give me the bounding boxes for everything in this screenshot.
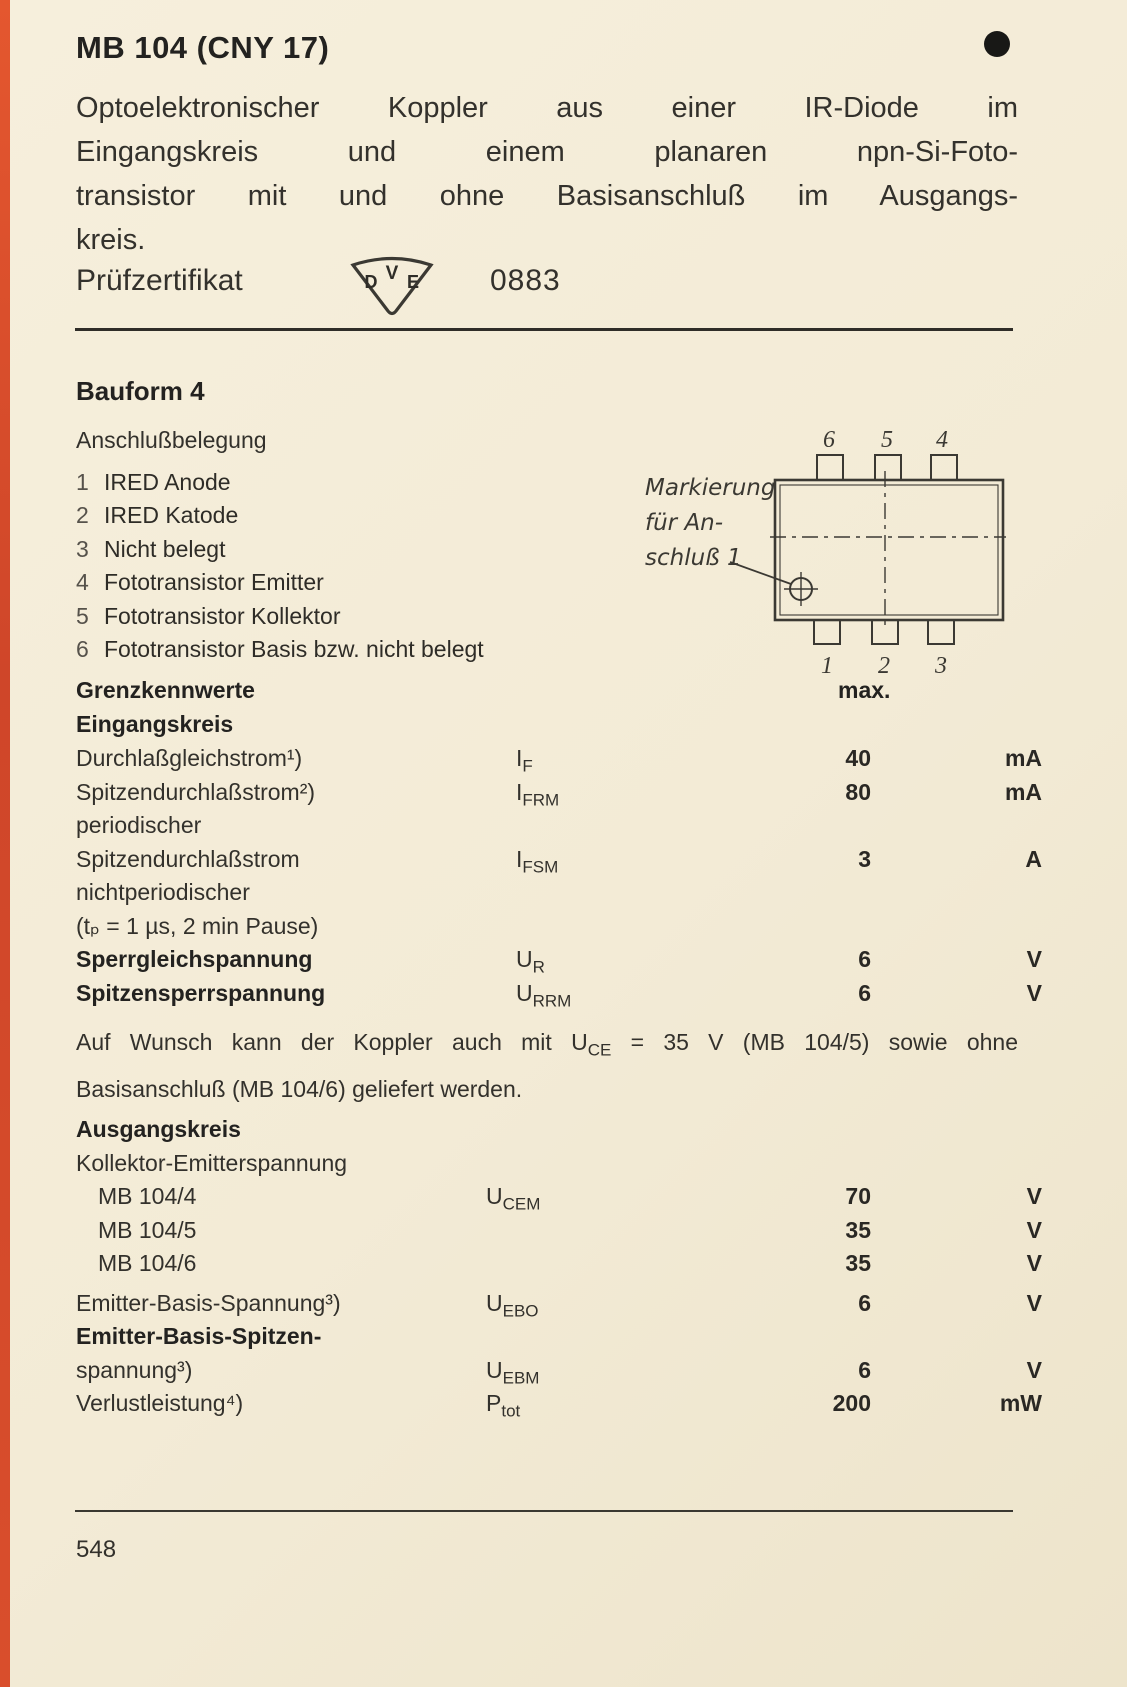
vde-letter-e: E — [406, 272, 420, 292]
row-label: spannung³) — [76, 1356, 193, 1383]
pin-number: 5 — [76, 602, 89, 629]
row-label: Emitter-Basis-Spitzen- — [76, 1323, 322, 1350]
pin-list-item — [76, 600, 484, 633]
limits-heading: Grenzkennwerte — [76, 677, 255, 703]
pin-stub — [931, 455, 957, 480]
pin-label: Nicht belegt — [104, 535, 226, 562]
row-value: 6 — [858, 1289, 871, 1316]
row-symbol — [516, 846, 558, 878]
row-label: Durchlaßgleichstrom¹) — [76, 745, 303, 771]
pin-number: 2 — [76, 502, 89, 529]
pin-list-item — [76, 533, 484, 566]
row-label: Spitzendurchlaßstrom — [76, 845, 300, 872]
table-row — [76, 946, 1044, 980]
symbol-base: I — [516, 745, 523, 771]
row-symbol — [486, 1290, 539, 1322]
symbol-base: U — [516, 946, 533, 972]
pin-number: 5 — [881, 427, 893, 453]
row-value: 200 — [832, 1390, 871, 1417]
row-value: 80 — [845, 778, 871, 805]
row-value: 35 — [845, 1250, 871, 1277]
description-line: Eingangskreis und einem planaren npn-Si-Foto- — [76, 136, 1018, 168]
description-line: Optoelektronischer Koppler aus einer IR-Diode im — [76, 92, 1018, 124]
row-unit: V — [1026, 1216, 1042, 1243]
table-row — [76, 913, 1044, 947]
row-unit: V — [1026, 979, 1042, 1006]
symbol-sub: RRM — [532, 991, 572, 1011]
max-column-header: max. — [838, 677, 891, 703]
marking-label-line: schluß 1 — [645, 545, 742, 571]
row-label: Sperrgleichspannung — [76, 946, 313, 972]
row-unit: mA — [1004, 745, 1042, 771]
row-unit: V — [1026, 1356, 1042, 1383]
table-row — [76, 745, 1044, 779]
pin-number: 1 — [76, 469, 89, 495]
row-symbol — [516, 946, 545, 978]
input-circuit-heading: Eingangskreis — [76, 711, 234, 737]
row-label: MB 104/5 — [98, 1216, 197, 1243]
pin-number: 6 — [76, 636, 89, 663]
row-label: Kollektor-Emitterspannung — [76, 1149, 348, 1176]
symbol-sub: tot — [501, 1401, 521, 1421]
package-body — [775, 480, 1003, 620]
pin-number: 2 — [878, 653, 890, 679]
symbol-base: U — [516, 979, 533, 1006]
table-row — [76, 980, 1044, 1014]
row-value: 35 — [845, 1216, 871, 1243]
vde-letter-v: V — [385, 263, 399, 284]
table-row — [76, 1150, 1044, 1184]
pin-number: 3 — [935, 653, 947, 679]
option-note-line1 — [76, 1023, 1018, 1070]
row-value: 3 — [858, 845, 871, 872]
row-label: nichtperiodischer — [76, 879, 250, 905]
symbol-base: I — [516, 845, 523, 872]
description-line: transistor mit und ohne Basisanschluß im Ausgangs- — [76, 180, 1018, 212]
table-row — [76, 812, 1044, 846]
row-unit: mA — [1004, 778, 1042, 805]
certificate-label: Prüfzertifikat — [76, 264, 243, 297]
row-label: Emitter-Basis-Spannung³) — [76, 1289, 341, 1316]
description-paragraph — [76, 86, 1018, 262]
pin-number: 4 — [76, 569, 89, 596]
row-unit: V — [1026, 1250, 1042, 1277]
row-symbol — [516, 745, 533, 777]
pin-label: Fototransistor Basis bzw. nicht belegt — [104, 636, 484, 663]
pin-stub — [928, 620, 954, 644]
pin-number: 4 — [936, 427, 948, 453]
table-row — [76, 879, 1044, 913]
table-row — [76, 1290, 1044, 1324]
table-row — [76, 846, 1044, 880]
pin-label: IRED Katode — [104, 502, 239, 529]
table-row — [76, 1390, 1044, 1424]
pin-list — [76, 466, 484, 666]
table-row — [76, 1217, 1044, 1251]
symbol-sub: CEM — [502, 1194, 541, 1214]
row-symbol — [516, 980, 571, 1012]
row-unit: V — [1026, 946, 1042, 972]
symbol-base: I — [516, 778, 523, 805]
vde-letter-d: D — [364, 272, 378, 292]
input-heading-row — [76, 711, 1044, 745]
note-text-post: = 35 V (MB 104/5) sowie ohne — [611, 1029, 1018, 1055]
page-number: 548 — [76, 1536, 117, 1563]
symbol-sub: R — [532, 957, 545, 977]
symbol-sub: FRM — [522, 790, 560, 810]
row-unit: mW — [999, 1390, 1042, 1417]
row-unit: V — [1026, 1183, 1042, 1210]
pin-stub — [814, 620, 840, 644]
limits-header-row — [76, 677, 1044, 711]
pin-list-item — [76, 499, 484, 532]
symbol-sub: FSM — [522, 857, 559, 877]
pin-list-item — [76, 566, 484, 599]
section-divider — [75, 328, 1013, 331]
note-text-pre: Auf Wunsch kann der Koppler auch mit U — [76, 1029, 588, 1055]
symbol-base: U — [486, 1289, 503, 1316]
table-row — [76, 1250, 1044, 1284]
package-drawing — [620, 425, 1015, 687]
row-label: periodischer — [76, 812, 202, 838]
output-circuit-heading: Ausgangskreis — [76, 1115, 241, 1142]
pin-number: 1 — [821, 653, 833, 679]
row-label: (tₚ = 1 µs, 2 min Pause) — [76, 912, 319, 939]
marking-label-line: für An- — [645, 510, 724, 536]
pin-list-item — [76, 466, 484, 499]
package-body-inner — [780, 485, 998, 615]
vde-logo — [344, 248, 440, 326]
leader-line — [730, 562, 791, 584]
pin-stub — [875, 455, 901, 480]
limits-table — [76, 677, 1044, 1424]
option-note-line2: Basisanschluß (MB 104/6) geliefert werden. — [76, 1075, 523, 1102]
row-symbol — [486, 1357, 539, 1389]
row-label: Spitzensperrspannung — [76, 979, 326, 1006]
table-row — [76, 1323, 1044, 1357]
row-symbol — [486, 1390, 520, 1422]
pin-number: 3 — [76, 535, 89, 562]
pin-list-item — [76, 633, 484, 666]
note-subscript: CE — [587, 1040, 612, 1060]
symbol-sub: EBM — [502, 1368, 540, 1388]
certificate-number: 0883 — [490, 264, 561, 297]
certificate-row — [76, 248, 1018, 318]
row-symbol — [516, 779, 559, 811]
table-row — [76, 779, 1044, 813]
symbol-base: P — [486, 1390, 502, 1417]
symbol-base: U — [486, 1183, 503, 1210]
vde-triangle-icon — [344, 248, 440, 318]
row-value: 70 — [845, 1183, 871, 1210]
symbol-base: U — [486, 1356, 503, 1383]
bottom-pins — [814, 620, 954, 679]
row-label: Spitzendurchlaßstrom²) — [76, 778, 316, 805]
bauform-heading: Bauform 4 — [76, 376, 205, 406]
scan-edge-strip — [0, 0, 10, 1687]
marking-label-line: Markierung — [645, 475, 776, 501]
page-title: MB 104 (CNY 17) — [76, 30, 330, 65]
pin-number: 6 — [823, 427, 835, 453]
symbol-sub: EBO — [502, 1301, 539, 1321]
symbol-sub: F — [522, 756, 533, 776]
table-row — [76, 1357, 1044, 1391]
row-value: 6 — [858, 1356, 871, 1383]
pin-stub — [817, 455, 843, 480]
footer-divider — [75, 1510, 1013, 1512]
index-dot — [984, 31, 1010, 57]
row-symbol — [486, 1183, 540, 1215]
row-label: Verlustleistung⁴) — [76, 1390, 244, 1417]
description-line: kreis. — [76, 224, 146, 256]
pin-label: Fototransistor Kollektor — [104, 602, 341, 629]
row-unit: V — [1026, 1289, 1042, 1316]
row-unit: A — [1025, 845, 1042, 872]
pin1-marking — [784, 572, 818, 606]
row-label: MB 104/4 — [98, 1183, 197, 1210]
top-pins — [817, 427, 957, 480]
table-row — [76, 1183, 1044, 1217]
pin-label: Fototransistor Emitter — [104, 569, 324, 596]
row-label: MB 104/6 — [98, 1250, 197, 1277]
pin-label: IRED Anode — [104, 469, 231, 495]
row-value: 6 — [858, 979, 871, 1006]
row-value: 6 — [858, 946, 871, 972]
pinout-heading: Anschlußbelegung — [76, 427, 267, 453]
output-heading-row — [76, 1116, 1044, 1150]
row-value: 40 — [845, 745, 871, 771]
